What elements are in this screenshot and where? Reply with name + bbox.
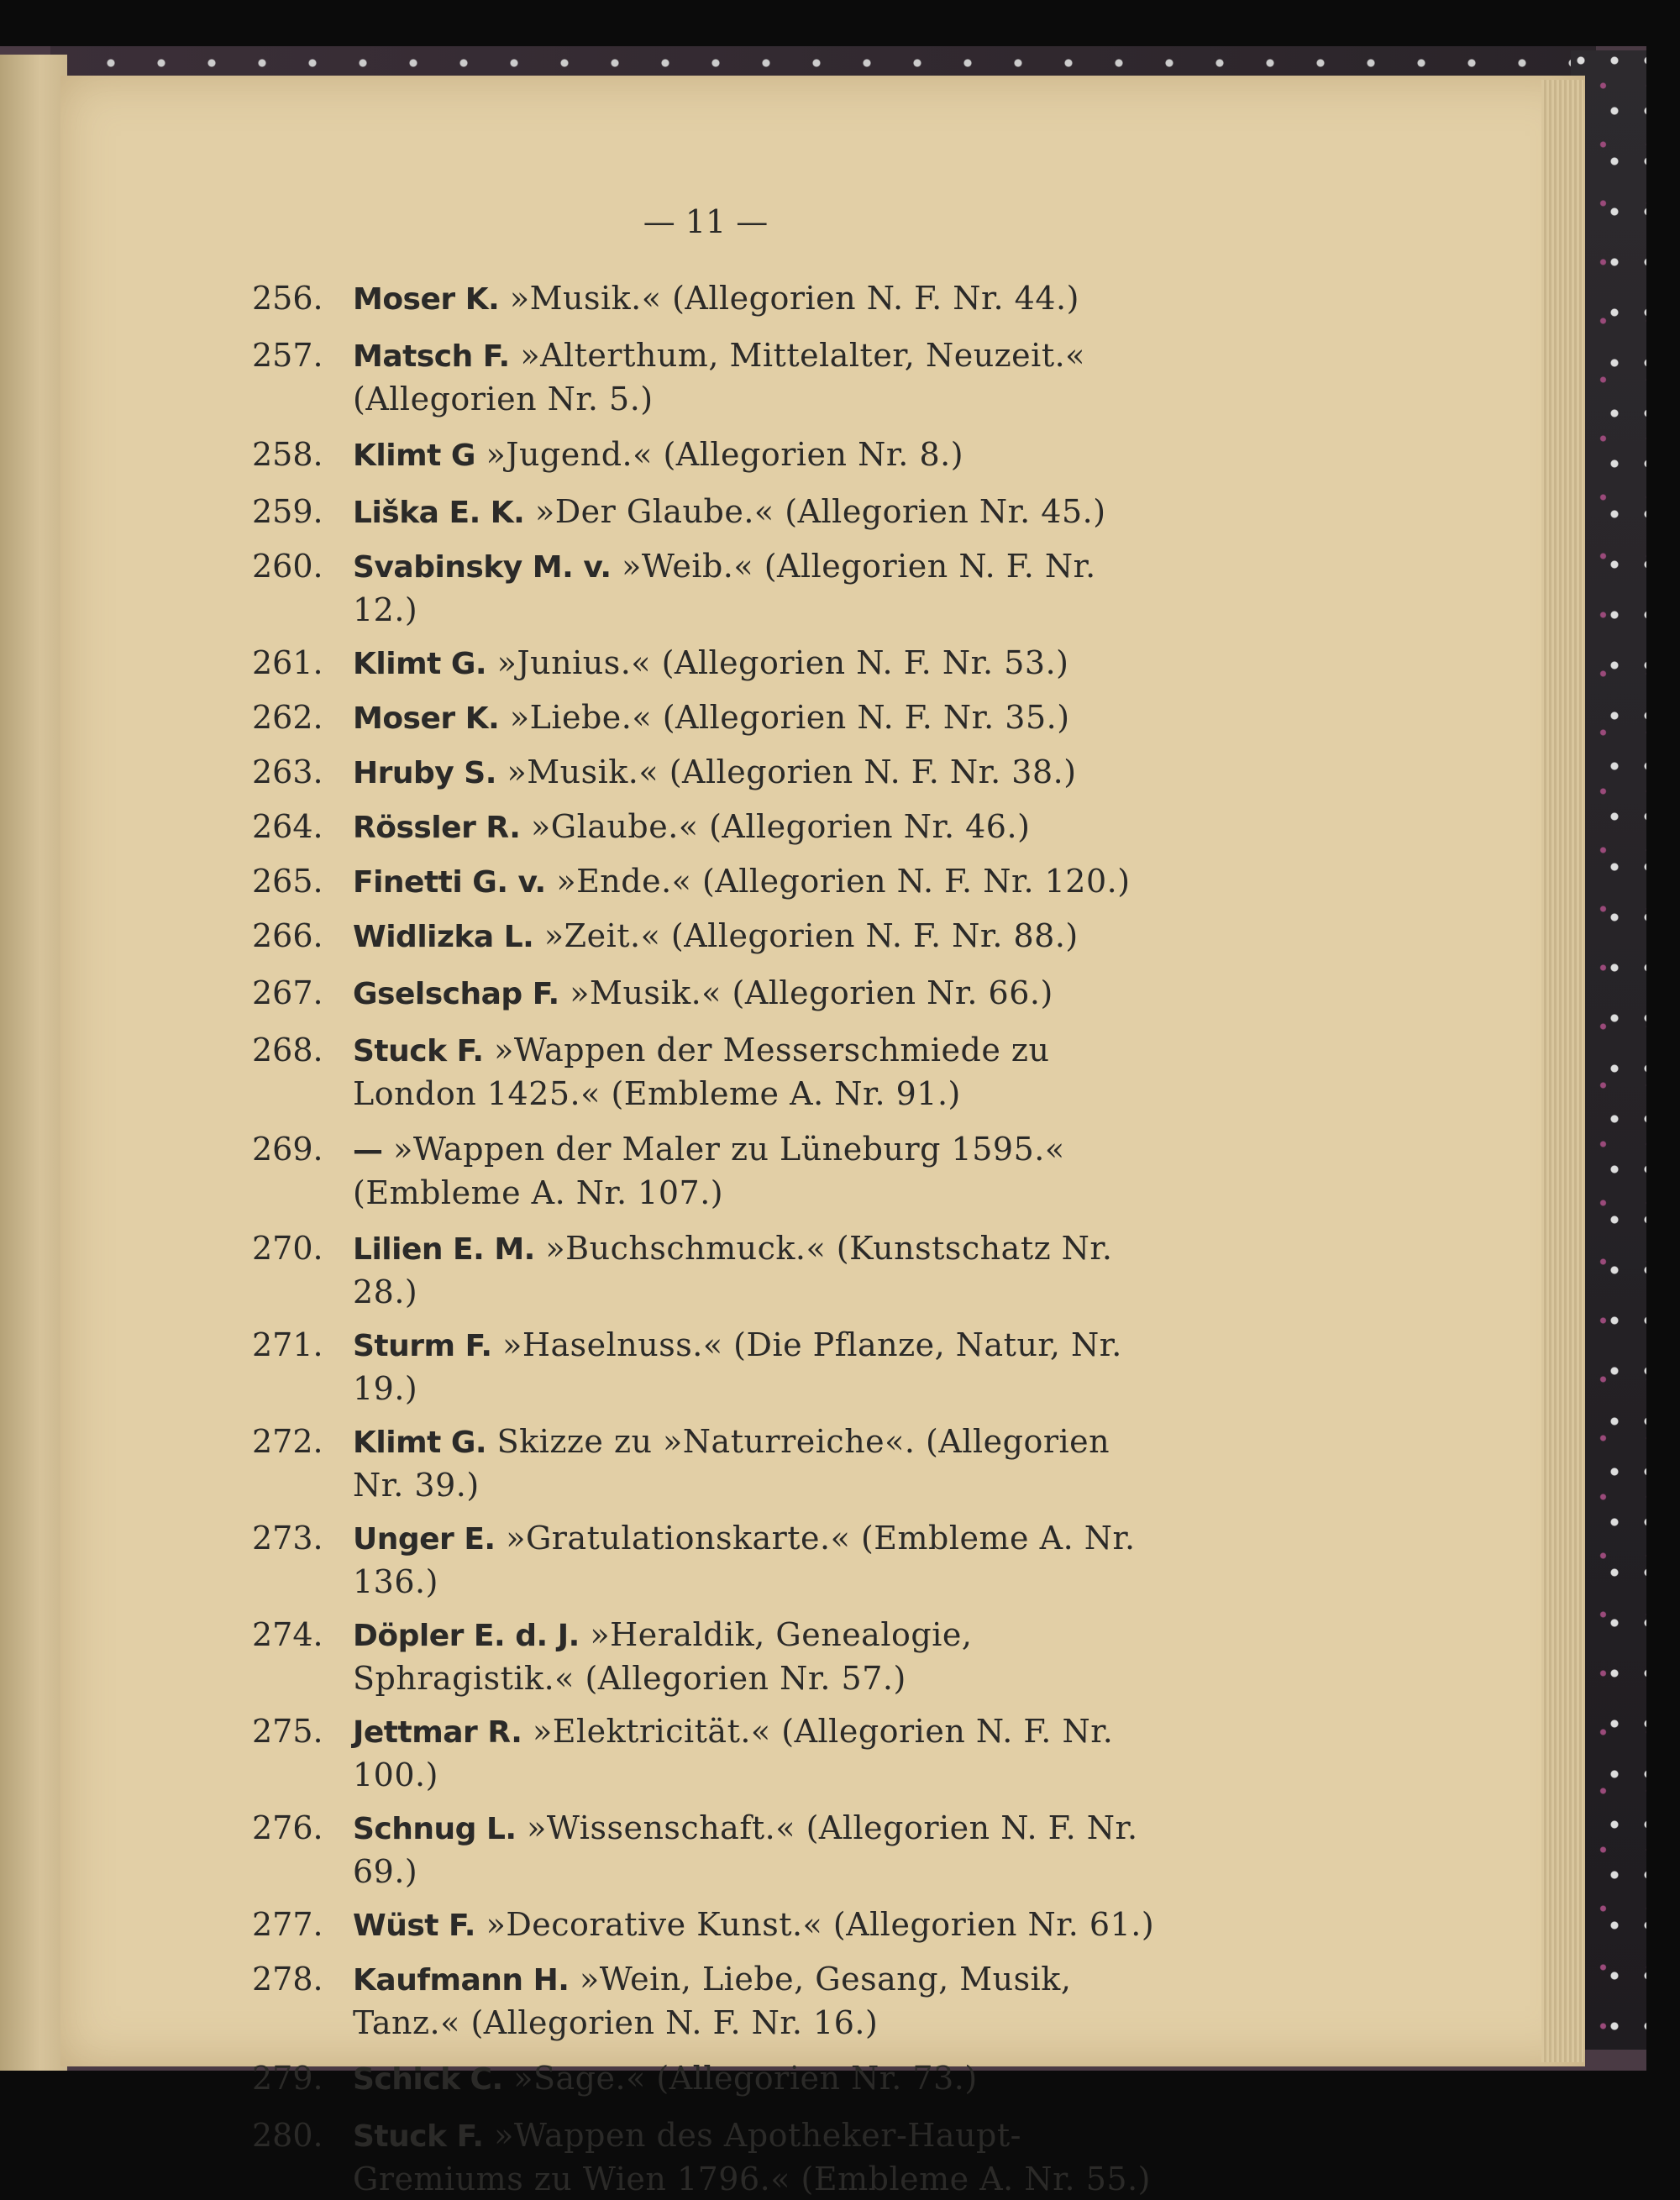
entry-artist: Moser K.	[353, 701, 500, 736]
entry-description: »Weib.« (Allegorien N. F. Nr. 12.)	[353, 548, 1096, 628]
catalog-entry	[252, 806, 1159, 849]
catalog-entry	[252, 334, 1159, 420]
entry-number: 258.	[252, 436, 323, 473]
entry-number: 277.	[252, 1906, 323, 1943]
entry-artist: Stuck F.	[353, 1034, 484, 1068]
entry-artist: Klimt G	[353, 438, 475, 473]
facing-page-edge	[0, 55, 67, 2071]
entry-description: »Wein, Liebe, Gesang, Musik, Tanz.« (Allegorien N. F. Nr. 16.)	[353, 1961, 1072, 2041]
entry-description: »Elektricität.« (Allegorien N. F. Nr. 100.)	[353, 1713, 1114, 1793]
entry-description: »Alterthum, Mittelalter, Neuzeit.« (Allegorien Nr. 5.)	[353, 337, 1085, 417]
entry-artist: Döpler E. d. J.	[353, 1619, 580, 1653]
entry-number: 269.	[252, 1131, 323, 1168]
entry-description: »Musik.« (Allegorien N. F. Nr. 38.)	[496, 753, 1077, 790]
entry-number: 264.	[252, 808, 323, 845]
entry-artist: Gselschap F.	[353, 977, 559, 1011]
entry-artist: Stuck F.	[353, 2119, 484, 2154]
marbled-edge-top	[50, 46, 1596, 80]
entry-number: 274.	[252, 1616, 323, 1653]
catalog-entry	[252, 1958, 1159, 2044]
entry-artist: Wüst F.	[353, 1909, 475, 1943]
catalog-entry	[252, 2114, 1159, 2200]
catalog-entry	[252, 1420, 1159, 1506]
entry-description: »Glaube.« (Allegorien Nr. 46.)	[520, 808, 1031, 845]
catalog-entry	[252, 2057, 1159, 2101]
entry-number: 266.	[252, 917, 323, 954]
entry-artist: Schnug L.	[353, 1812, 517, 1846]
catalog-entry	[252, 1614, 1159, 1699]
catalog-entry	[252, 491, 1159, 534]
entry-number: 278.	[252, 1961, 323, 1998]
entry-number: 272.	[252, 1423, 323, 1460]
entry-artist: Lilien E. M.	[353, 1232, 535, 1267]
entry-artist: Sturm F.	[353, 1329, 492, 1363]
entry-description: »Ende.« (Allegorien N. F. Nr. 120.)	[545, 863, 1131, 900]
catalog-entry	[252, 915, 1159, 958]
entry-number: 271.	[252, 1326, 323, 1363]
catalog-entry	[252, 696, 1159, 740]
catalog-entry	[252, 277, 1159, 321]
entry-artist: Kaufmann H.	[353, 1963, 570, 1998]
entry-artist: Liška E. K.	[353, 496, 525, 530]
entry-description: »Jugend.« (Allegorien Nr. 8.)	[475, 436, 964, 473]
entry-description: »Wissenschaft.« (Allegorien N. F. Nr. 69.)	[353, 1809, 1138, 1890]
entry-artist: Unger E.	[353, 1522, 496, 1557]
catalog-entry	[252, 1324, 1159, 1410]
entry-description: »Wappen der Maler zu Lüneburg 1595.« (Embleme A. Nr. 107.)	[353, 1131, 1065, 1211]
entry-description: »Wappen der Messerschmiede zu London 1425.« (Embleme A. Nr. 91.)	[353, 1032, 1050, 1112]
entry-number: 263.	[252, 753, 323, 790]
entry-artist: Schick C.	[353, 2062, 503, 2097]
entry-artist: Jettmar R.	[353, 1715, 522, 1750]
entry-artist: Widlizka L.	[353, 920, 534, 954]
entry-artist: Moser K.	[353, 282, 500, 317]
catalog-entry	[252, 1807, 1159, 1893]
entry-number: 262.	[252, 699, 323, 736]
entry-description: Skizze zu »Naturreiche«. (Allegorien Nr. 39.)	[353, 1423, 1110, 1504]
entry-number: 259.	[252, 493, 323, 530]
entry-number: 260.	[252, 548, 323, 585]
entry-artist: Finetti G. v.	[353, 865, 546, 900]
catalog-entry	[252, 433, 1159, 477]
entry-description: »Der Glaube.« (Allegorien Nr. 45.)	[524, 493, 1106, 530]
entry-number: 270.	[252, 1230, 323, 1267]
entry-artist: Rössler R.	[353, 811, 521, 845]
entry-description: »Musik.« (Allegorien Nr. 66.)	[559, 974, 1053, 1011]
entry-description: »Liebe.« (Allegorien N. F. Nr. 35.)	[499, 699, 1070, 736]
entry-artist: —	[353, 1133, 383, 1168]
entry-artist: Matsch F.	[353, 339, 510, 374]
entry-description: »Sage.« (Allegorien Nr. 73.)	[502, 2060, 978, 2097]
catalog-entry	[252, 1029, 1159, 1115]
catalog-list	[252, 277, 1159, 2200]
catalog-entry	[252, 751, 1159, 795]
entry-number: 261.	[252, 644, 323, 681]
catalog-entry	[252, 1903, 1159, 1947]
entry-artist: Svabinsky M. v.	[353, 550, 612, 585]
entry-description: »Buchschmuck.« (Kunstschatz Nr. 28.)	[353, 1230, 1113, 1310]
entry-description: »Gratulationskarte.« (Embleme A. Nr. 136.)	[353, 1520, 1136, 1600]
entry-description: »Zeit.« (Allegorien N. F. Nr. 88.)	[533, 917, 1079, 954]
catalog-entry	[252, 1710, 1159, 1796]
entry-description: »Haselnuss.« (Die Pflanze, Natur, Nr. 19.)	[353, 1326, 1122, 1407]
catalog-entry	[252, 860, 1159, 904]
entry-description: »Musik.« (Allegorien N. F. Nr. 44.)	[499, 280, 1079, 317]
catalog-entry	[252, 1517, 1159, 1603]
entry-number: 265.	[252, 863, 323, 900]
catalog-entry	[252, 1128, 1159, 1214]
entry-number: 273.	[252, 1520, 323, 1557]
catalog-entry	[252, 1227, 1159, 1313]
catalog-entry	[252, 972, 1159, 1016]
page-number: — 11 —	[643, 203, 769, 240]
entry-number: 279.	[252, 2060, 323, 2097]
entry-number: 256.	[252, 280, 323, 317]
entry-number: 257.	[252, 337, 323, 374]
entry-description: »Heraldik, Genealogie, Sphragistik.« (Allegorien Nr. 57.)	[353, 1616, 973, 1697]
entry-number: 276.	[252, 1809, 323, 1846]
entry-description: »Decorative Kunst.« (Allegorien Nr. 61.)	[475, 1906, 1155, 1943]
entry-artist: Klimt G.	[353, 647, 487, 681]
entry-number: 275.	[252, 1713, 323, 1750]
catalog-entry	[252, 545, 1159, 631]
entry-number: 267.	[252, 974, 323, 1011]
entry-artist: Hruby S.	[353, 756, 496, 790]
page-stack-edge	[1541, 80, 1583, 2062]
catalog-entry	[252, 642, 1159, 685]
entry-description: »Wappen des Apotheker-Haupt-Gremiums zu Wien 1796.« (Embleme A. Nr. 55.)	[353, 2117, 1151, 2197]
entry-description: »Junius.« (Allegorien N. F. Nr. 53.)	[486, 644, 1069, 681]
entry-number: 280.	[252, 2117, 323, 2154]
entry-artist: Klimt G.	[353, 1426, 487, 1460]
entry-number: 268.	[252, 1032, 323, 1068]
